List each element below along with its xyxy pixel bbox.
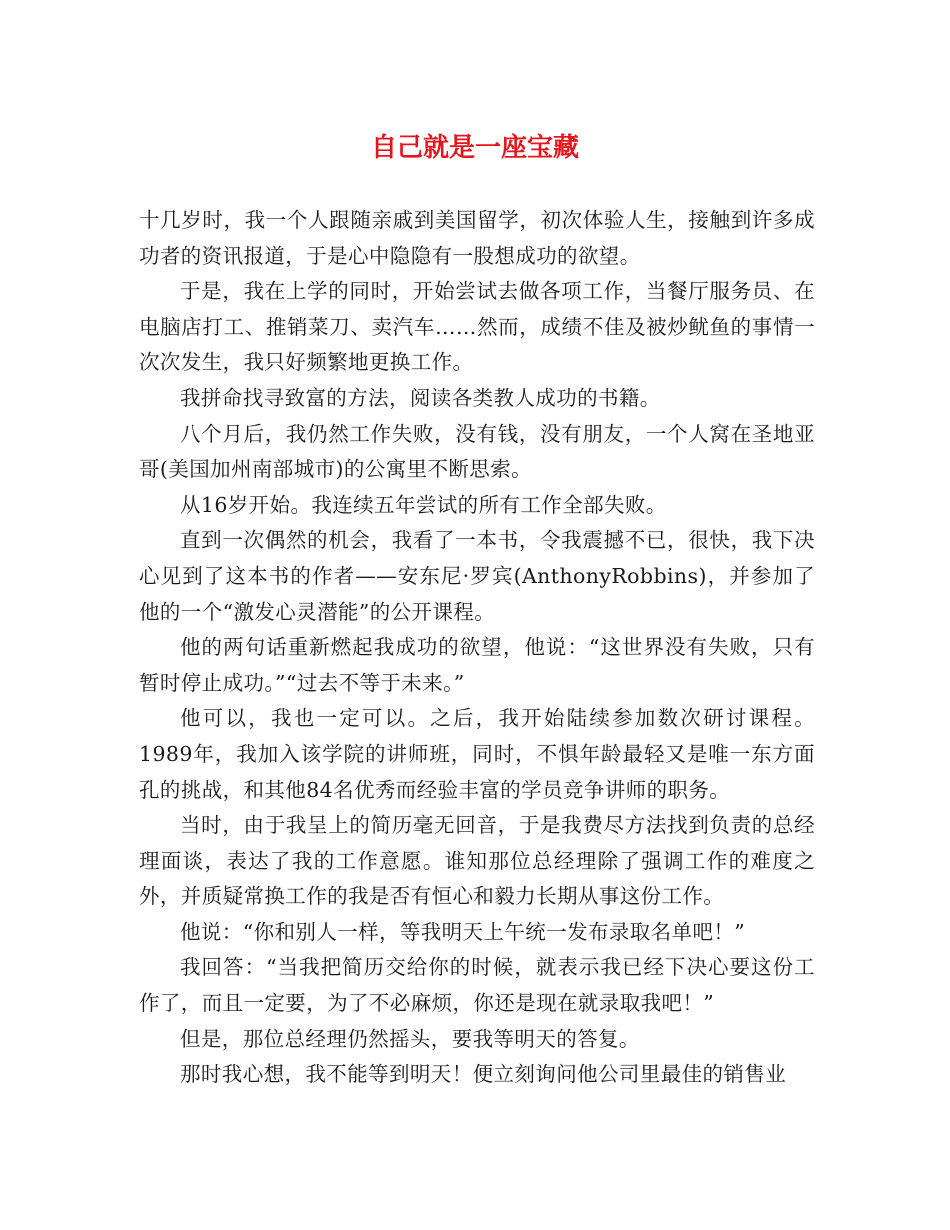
paragraph-9: 当时，由于我呈上的简历毫无回音，于是我费尽方法找到负责的总经理面谈，表达了我的工作意愿。谁知那位总经理除了强调工作的难度之外，并质疑常换工作的我是否有恒心和毅力长期从事这份工作。 [139, 813, 815, 909]
paragraph-12: 但是，那位总经理仍然摇头，要我等明天的答复。 [180, 1026, 640, 1051]
paragraph-13: 那时我心想，我不能等到明天！便立刻询问他公司里最佳的销售业 [180, 1062, 787, 1087]
paragraph-5: 从16岁开始。我连续五年尝试的所有工作全部失败。 [180, 492, 667, 517]
paragraph-10: 他说：“你和别人一样，等我明天上午统一发布录取名单吧！” [180, 919, 746, 944]
paragraph-3: 我拼命找寻致富的方法，阅读各类教人成功的书籍。 [180, 385, 661, 410]
paragraph-7: 他的两句话重新燃起我成功的欲望，他说：“这世界没有失败，只有暂时停止成功。”“过去不等于未来。” [139, 635, 815, 695]
article-body [139, 203, 815, 1093]
page-title: 自己就是一座宝藏 [370, 133, 579, 163]
paragraph-11: 我回答：“当我把简历交给你的时候，就表示我已经下决心要这份工作了，而且一定要，为了不必麻烦，你还是现在就录取我吧！” [139, 955, 815, 1016]
paragraph-4: 八个月后，我仍然工作失败，没有钱，没有朋友，一个人窝在圣地亚哥(美国加州南部城市)的公寓里不断思索。 [139, 421, 815, 482]
paragraph-8: 他可以，我也一定可以。之后，我开始陆续参加数次研讨课程。1989年，我加入该学院的讲师班，同时，不惧年龄最轻又是唯一东方面孔的挑战，和其他84名优秀而经验丰富的学员竞争讲师的职务。 [139, 706, 815, 802]
paragraph-1: 十几岁时，我一个人跟随亲戚到美国留学，初次体验人生，接触到许多成功者的资讯报道，于是心中隐隐有一股想成功的欲望。 [139, 208, 815, 268]
paragraph-6: 直到一次偶然的机会，我看了一本书，令我震撼不已，很快，我下决心见到了这本书的作者——安东尼·罗宾(AnthonyRobbins)，并参加了他的一个“激发心灵潜能”的公开课程。 [139, 528, 815, 624]
paragraph-2: 于是，我在上学的同时，开始尝试去做各项工作，当餐厅服务员、在电脑店打工、推销菜刀、卖汽车……然而，成绩不佳及被炒鱿鱼的事情一次次发生，我只好频繁地更换工作。 [139, 279, 815, 375]
